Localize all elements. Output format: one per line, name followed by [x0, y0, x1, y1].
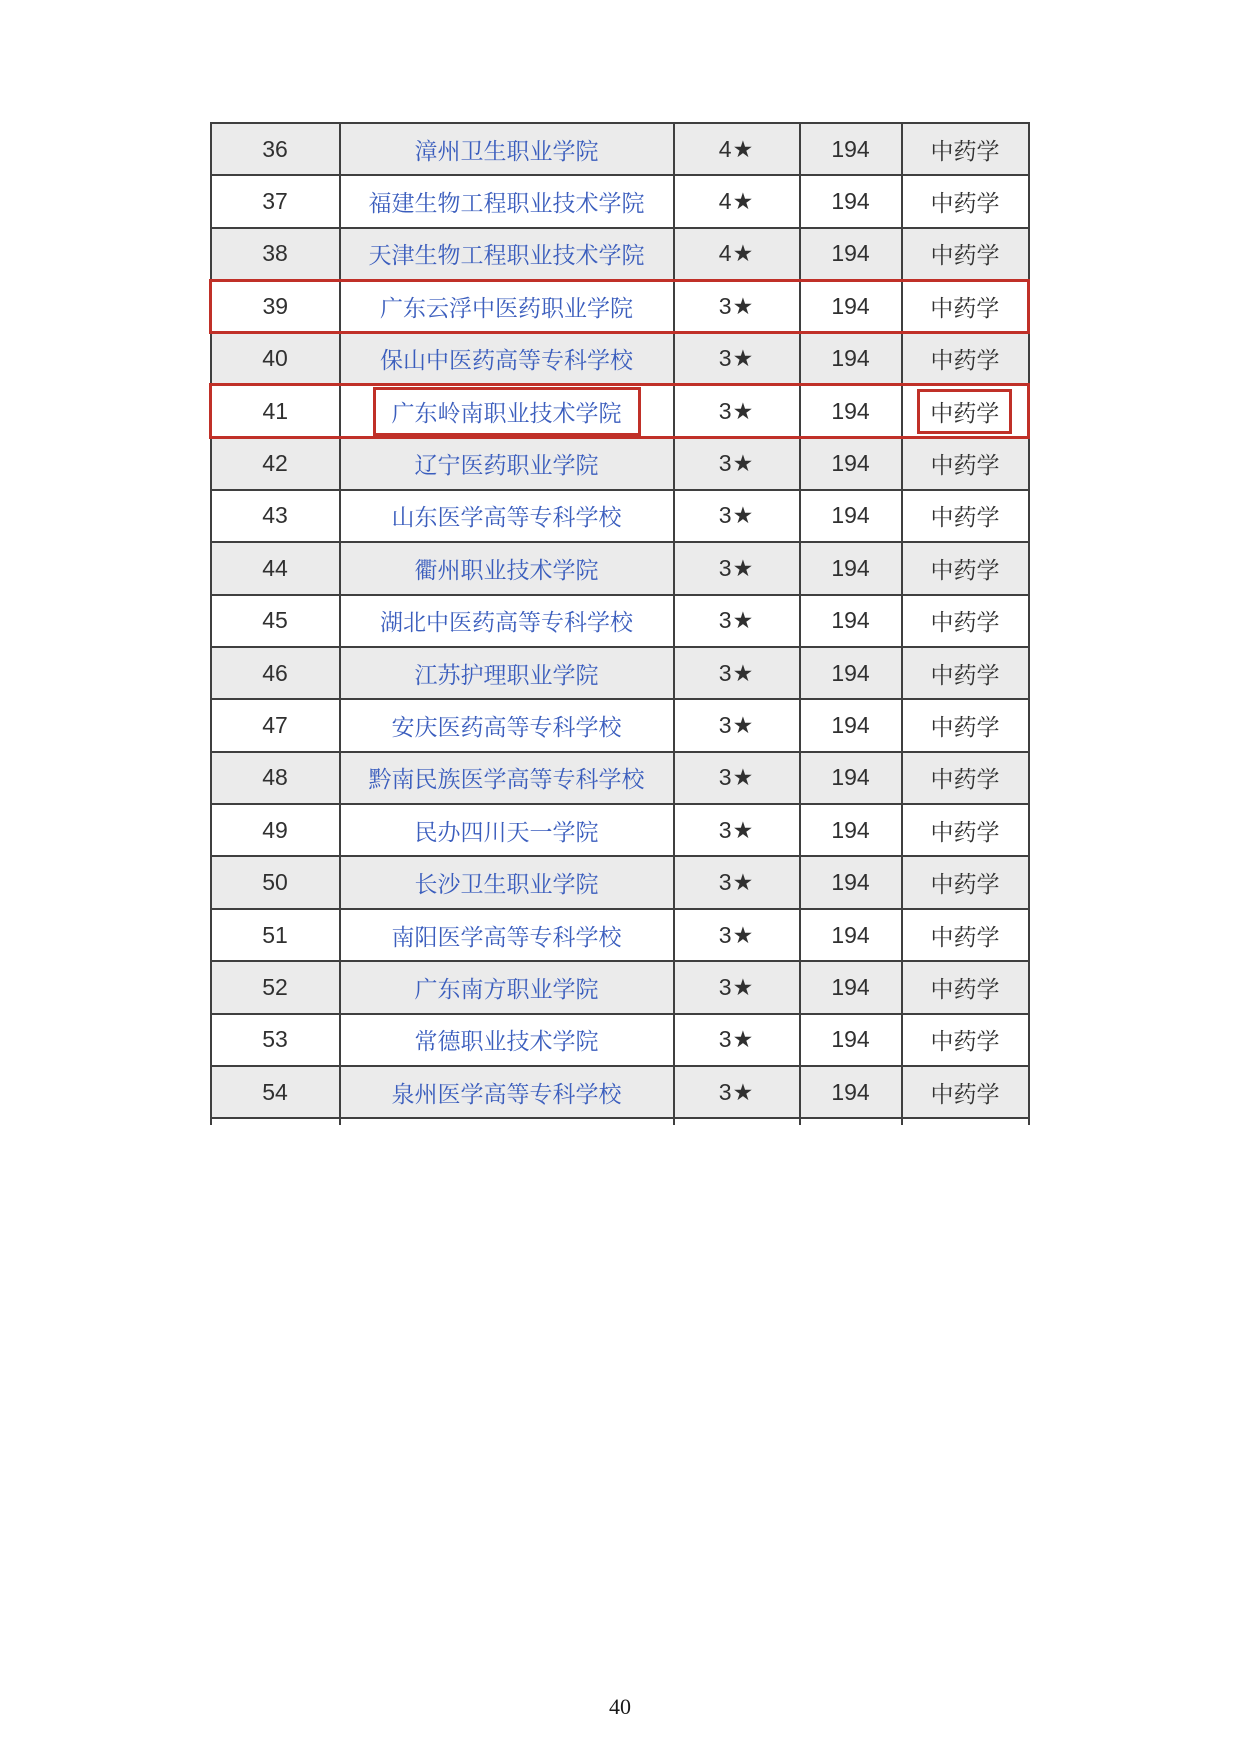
- count-value: 194: [831, 607, 870, 634]
- subject-value: 中药学: [930, 556, 1000, 583]
- subject-value: 中药学: [930, 452, 1000, 479]
- table-row: [211, 542, 1029, 594]
- subject-value: 中药学: [930, 347, 1000, 374]
- page-number: 40: [609, 1694, 631, 1719]
- school-cell: [340, 123, 674, 175]
- star-rating: 4★: [718, 188, 755, 215]
- count-cell: [800, 909, 902, 961]
- subject-value: 中药学: [930, 766, 1000, 793]
- star-rating: 4★: [718, 135, 755, 162]
- star-rating: 3★: [718, 1026, 755, 1053]
- subject-cell: [902, 333, 1029, 385]
- school-link[interactable]: 南阳医学高等专科学校: [391, 923, 622, 950]
- star-rating: 3★: [718, 973, 755, 1000]
- school-link[interactable]: 湖北中医药高等专科学校: [380, 609, 633, 636]
- subject-cell: [902, 437, 1029, 489]
- rank-value: 44: [262, 554, 288, 581]
- school-cell: [340, 961, 674, 1013]
- rating-cell: [674, 909, 800, 961]
- school-link[interactable]: 天津生物工程职业技术学院: [368, 242, 645, 269]
- subject-cell: [902, 542, 1029, 594]
- subject-value: 中药学: [930, 190, 1000, 217]
- table-row: [211, 385, 1029, 437]
- rating-cell: [674, 595, 800, 647]
- rank-cell: [211, 228, 340, 280]
- star-rating: 3★: [718, 292, 755, 319]
- subject-value: 中药学: [930, 609, 1000, 636]
- clipped-cell: [800, 1118, 902, 1125]
- table-row: [211, 228, 1029, 280]
- count-cell: [800, 1014, 902, 1066]
- school-cell: [340, 752, 674, 804]
- rank-cell: [211, 647, 340, 699]
- star-rating: 3★: [718, 711, 755, 738]
- rating-cell: [674, 856, 800, 908]
- subject-value: 中药学: [930, 818, 1000, 845]
- star-rating: 3★: [718, 921, 755, 948]
- star-rating: 3★: [718, 554, 755, 581]
- count-cell: [800, 961, 902, 1013]
- subject-cell: [902, 385, 1029, 437]
- count-cell: [800, 228, 902, 280]
- school-link[interactable]: 广东南方职业学院: [414, 975, 599, 1002]
- count-value: 194: [831, 659, 870, 686]
- school-link[interactable]: 福建生物工程职业技术学院: [368, 190, 645, 217]
- subject-cell: [902, 804, 1029, 856]
- rank-value: 48: [262, 764, 288, 791]
- school-link[interactable]: 黔南民族医学高等专科学校: [368, 766, 645, 793]
- school-link[interactable]: 长沙卫生职业学院: [414, 871, 599, 898]
- rating-cell: [674, 175, 800, 227]
- subject-cell: [902, 961, 1029, 1013]
- school-link[interactable]: 衢州职业技术学院: [414, 556, 599, 583]
- count-value: 194: [831, 502, 870, 529]
- star-rating: 3★: [718, 816, 755, 843]
- school-cell: [340, 1014, 674, 1066]
- rank-value: 38: [262, 240, 288, 267]
- subject-cell: [902, 228, 1029, 280]
- count-cell: [800, 1066, 902, 1118]
- rank-value: 39: [262, 292, 289, 319]
- school-cell: [340, 856, 674, 908]
- rank-value: 51: [262, 921, 288, 948]
- rating-cell: [674, 385, 800, 437]
- table-row: [211, 856, 1029, 908]
- rank-cell: [211, 1066, 340, 1118]
- rating-cell: [674, 280, 800, 332]
- rank-value: 45: [262, 607, 288, 634]
- count-cell: [800, 123, 902, 175]
- table-row: [211, 804, 1029, 856]
- school-link[interactable]: 泉州医学高等专科学校: [391, 1080, 622, 1107]
- table-row: [211, 123, 1029, 175]
- subject-cell: [902, 123, 1029, 175]
- rank-value: 36: [262, 135, 288, 162]
- rating-cell: [674, 542, 800, 594]
- subject-cell: [902, 909, 1029, 961]
- table-row: [211, 333, 1029, 385]
- school-link[interactable]: 广东云浮中医药职业学院: [380, 294, 633, 321]
- rank-cell: [211, 595, 340, 647]
- subject-value: 中药学: [930, 871, 1000, 898]
- clipped-cell: [340, 1118, 674, 1125]
- rank-cell: [211, 542, 340, 594]
- school-cell: [340, 385, 674, 437]
- count-value: 194: [831, 1078, 870, 1105]
- school-cell: [340, 1066, 674, 1118]
- count-value: 194: [831, 450, 870, 477]
- count-value: 194: [831, 188, 870, 215]
- table-body: [211, 123, 1029, 1125]
- table-row: [211, 175, 1029, 227]
- school-cell: [340, 175, 674, 227]
- count-cell: [800, 647, 902, 699]
- red-highlight-box: [917, 389, 1012, 434]
- school-cell: [340, 699, 674, 751]
- table-row: [211, 437, 1029, 489]
- school-link[interactable]: 辽宁医药职业学院: [414, 452, 599, 479]
- star-rating: 4★: [718, 240, 755, 267]
- count-value: 194: [831, 292, 870, 319]
- rating-cell: [674, 333, 800, 385]
- rank-value: 43: [262, 502, 288, 529]
- rating-cell: [674, 1014, 800, 1066]
- table-row: [211, 647, 1029, 699]
- school-cell: [340, 280, 674, 332]
- subject-value: 中药学: [930, 504, 1000, 531]
- rank-cell: [211, 123, 340, 175]
- rating-cell: [674, 961, 800, 1013]
- school-link[interactable]: 山东医学高等专科学校: [391, 504, 622, 531]
- table-row: [211, 595, 1029, 647]
- subject-value: 中药学: [930, 1080, 1000, 1107]
- star-rating: 3★: [718, 450, 755, 477]
- count-value: 194: [831, 711, 870, 738]
- subject-value: 中药学: [930, 399, 1000, 426]
- star-rating: 3★: [718, 397, 755, 424]
- school-link[interactable]: 江苏护理职业学院: [414, 661, 599, 688]
- subject-cell: [902, 1066, 1029, 1118]
- school-cell: [340, 909, 674, 961]
- rating-cell: [674, 647, 800, 699]
- rating-cell: [674, 123, 800, 175]
- count-cell: [800, 595, 902, 647]
- school-cell: [340, 647, 674, 699]
- count-value: 194: [831, 397, 870, 424]
- school-cell: [340, 437, 674, 489]
- rating-cell: [674, 752, 800, 804]
- ranking-table: [209, 122, 1030, 1125]
- rating-cell: [674, 228, 800, 280]
- subject-value: 中药学: [930, 137, 1000, 164]
- subject-cell: [902, 752, 1029, 804]
- count-cell: [800, 385, 902, 437]
- school-link[interactable]: 广东岭南职业技术学院: [391, 399, 622, 426]
- table-row: [211, 490, 1029, 542]
- count-cell: [800, 333, 902, 385]
- school-link[interactable]: 漳州卫生职业学院: [414, 137, 599, 164]
- table-row: [211, 1014, 1029, 1066]
- rank-value: 46: [262, 659, 288, 686]
- count-value: 194: [831, 345, 870, 372]
- rank-value: 54: [262, 1078, 288, 1105]
- rank-value: 52: [262, 973, 288, 1000]
- subject-value: 中药学: [930, 1028, 1000, 1055]
- rank-cell: [211, 909, 340, 961]
- subject-cell: [902, 280, 1029, 332]
- rank-value: 42: [262, 450, 288, 477]
- rank-cell: [211, 804, 340, 856]
- clipped-cell: [674, 1118, 800, 1125]
- rank-cell: [211, 699, 340, 751]
- count-value: 194: [831, 1026, 870, 1053]
- table-row: [211, 280, 1029, 332]
- count-value: 194: [831, 816, 870, 843]
- count-value: 194: [831, 869, 870, 896]
- school-link[interactable]: 常德职业技术学院: [414, 1028, 599, 1055]
- count-value: 194: [831, 921, 870, 948]
- count-value: 194: [831, 554, 870, 581]
- school-cell: [340, 542, 674, 594]
- clipped-cell: [902, 1118, 1029, 1125]
- count-cell: [800, 280, 902, 332]
- star-rating: 3★: [718, 607, 755, 634]
- school-link[interactable]: 民办四川天一学院: [414, 818, 599, 845]
- subject-value: 中药学: [930, 975, 1000, 1002]
- table-row: [211, 699, 1029, 751]
- rank-cell: [211, 175, 340, 227]
- school-link[interactable]: 安庆医药高等专科学校: [391, 713, 622, 740]
- rating-cell: [674, 490, 800, 542]
- subject-cell: [902, 595, 1029, 647]
- school-cell: [340, 804, 674, 856]
- school-cell: [340, 333, 674, 385]
- rank-cell: [211, 280, 340, 332]
- subject-cell: [902, 1014, 1029, 1066]
- count-cell: [800, 699, 902, 751]
- table-row-clipped: [211, 1118, 1029, 1125]
- table-row: [211, 961, 1029, 1013]
- count-value: 194: [831, 135, 870, 162]
- subject-cell: [902, 699, 1029, 751]
- count-cell: [800, 490, 902, 542]
- table-row: [211, 909, 1029, 961]
- rank-cell: [211, 856, 340, 908]
- school-link[interactable]: 保山中医药高等专科学校: [380, 347, 633, 374]
- count-value: 194: [831, 973, 870, 1000]
- star-rating: 3★: [718, 345, 755, 372]
- rank-value: 49: [262, 816, 288, 843]
- count-value: 194: [831, 764, 870, 791]
- subject-value: 中药学: [930, 923, 1000, 950]
- rating-cell: [674, 437, 800, 489]
- rank-value: 53: [262, 1026, 288, 1053]
- table-row: [211, 1066, 1029, 1118]
- count-cell: [800, 175, 902, 227]
- subject-value: 中药学: [930, 713, 1000, 740]
- star-rating: 3★: [718, 659, 755, 686]
- star-rating: 3★: [718, 764, 755, 791]
- subject-cell: [902, 490, 1029, 542]
- school-cell: [340, 228, 674, 280]
- rank-cell: [211, 385, 340, 437]
- star-rating: 3★: [718, 1078, 755, 1105]
- count-cell: [800, 856, 902, 908]
- subject-cell: [902, 175, 1029, 227]
- rank-cell: [211, 1014, 340, 1066]
- rank-value: 37: [262, 188, 288, 215]
- clipped-cell: [211, 1118, 340, 1125]
- rank-cell: [211, 752, 340, 804]
- rank-cell: [211, 333, 340, 385]
- rating-cell: [674, 1066, 800, 1118]
- school-cell: [340, 490, 674, 542]
- rating-cell: [674, 804, 800, 856]
- count-value: 194: [831, 240, 870, 267]
- count-cell: [800, 437, 902, 489]
- rank-value: 41: [262, 397, 289, 424]
- subject-value: 中药学: [930, 661, 1000, 688]
- rank-cell: [211, 961, 340, 1013]
- rank-cell: [211, 437, 340, 489]
- star-rating: 3★: [718, 869, 755, 896]
- count-cell: [800, 542, 902, 594]
- rank-cell: [211, 490, 340, 542]
- school-cell: [340, 595, 674, 647]
- rank-value: 40: [262, 345, 288, 372]
- rank-value: 50: [262, 869, 288, 896]
- star-rating: 3★: [718, 502, 755, 529]
- rating-cell: [674, 699, 800, 751]
- red-highlight-box: [373, 387, 641, 436]
- subject-value: 中药学: [930, 294, 1000, 321]
- subject-cell: [902, 856, 1029, 908]
- table-row: [211, 752, 1029, 804]
- subject-cell: [902, 647, 1029, 699]
- rank-value: 47: [262, 711, 288, 738]
- count-cell: [800, 804, 902, 856]
- subject-value: 中药学: [930, 242, 1000, 269]
- count-cell: [800, 752, 902, 804]
